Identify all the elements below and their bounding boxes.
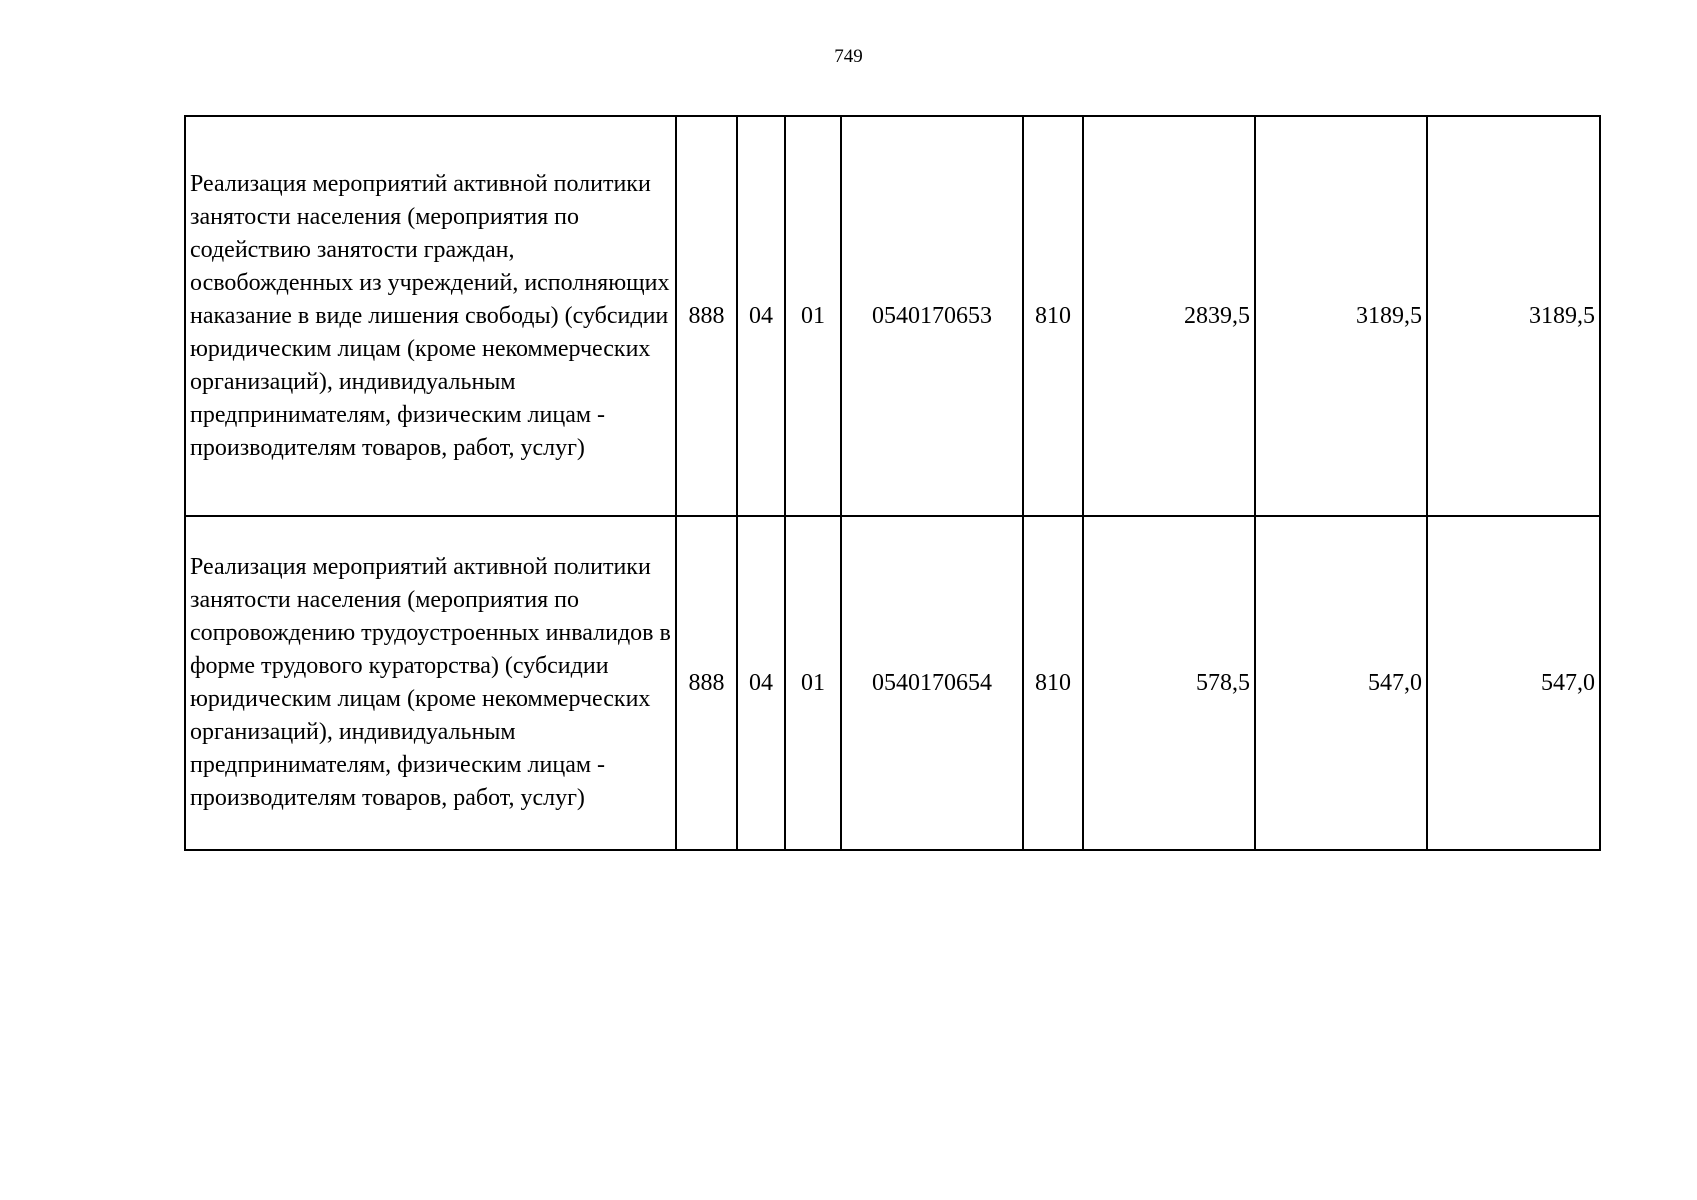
amount-1: 2839,5 — [1083, 116, 1255, 516]
expense-type-code: 810 — [1023, 516, 1083, 850]
target-article-code: 0540170654 — [841, 516, 1023, 850]
target-article-code: 0540170653 — [841, 116, 1023, 516]
amount-2: 3189,5 — [1255, 116, 1427, 516]
row-description: Реализация мероприятий активной политики занятости населения (мероприятия по сопровождению трудоустроенных инвалидов в форме трудового кураторства) (субсидии юридическим лицам (кроме некоммерческих организаций), индивидуальным предпринимателям, физическим лицам - производителям товаров, работ, услуг) — [185, 516, 676, 850]
ministry-code: 888 — [676, 116, 737, 516]
ministry-code: 888 — [676, 516, 737, 850]
section-code: 04 — [737, 516, 785, 850]
amount-3: 547,0 — [1427, 516, 1600, 850]
subsection-code: 01 — [785, 516, 841, 850]
table-row — [185, 516, 1600, 850]
section-code: 04 — [737, 116, 785, 516]
expense-type-code: 810 — [1023, 116, 1083, 516]
row-description: Реализация мероприятий активной политики занятости населения (мероприятия по содействию занятости граждан, освобожденных из учреждений, исполняющих наказание в виде лишения свободы) (субсидии юридическим лицам (кроме некоммерческих организаций), индивидуальным предпринимателям, физическим лицам - производителям товаров, работ, услуг) — [185, 116, 676, 516]
amount-2: 547,0 — [1255, 516, 1427, 850]
amount-3: 3189,5 — [1427, 116, 1600, 516]
subsection-code: 01 — [785, 116, 841, 516]
budget-table — [184, 115, 1601, 851]
amount-1: 578,5 — [1083, 516, 1255, 850]
table-row — [185, 116, 1600, 516]
page-number: 749 — [834, 46, 863, 67]
